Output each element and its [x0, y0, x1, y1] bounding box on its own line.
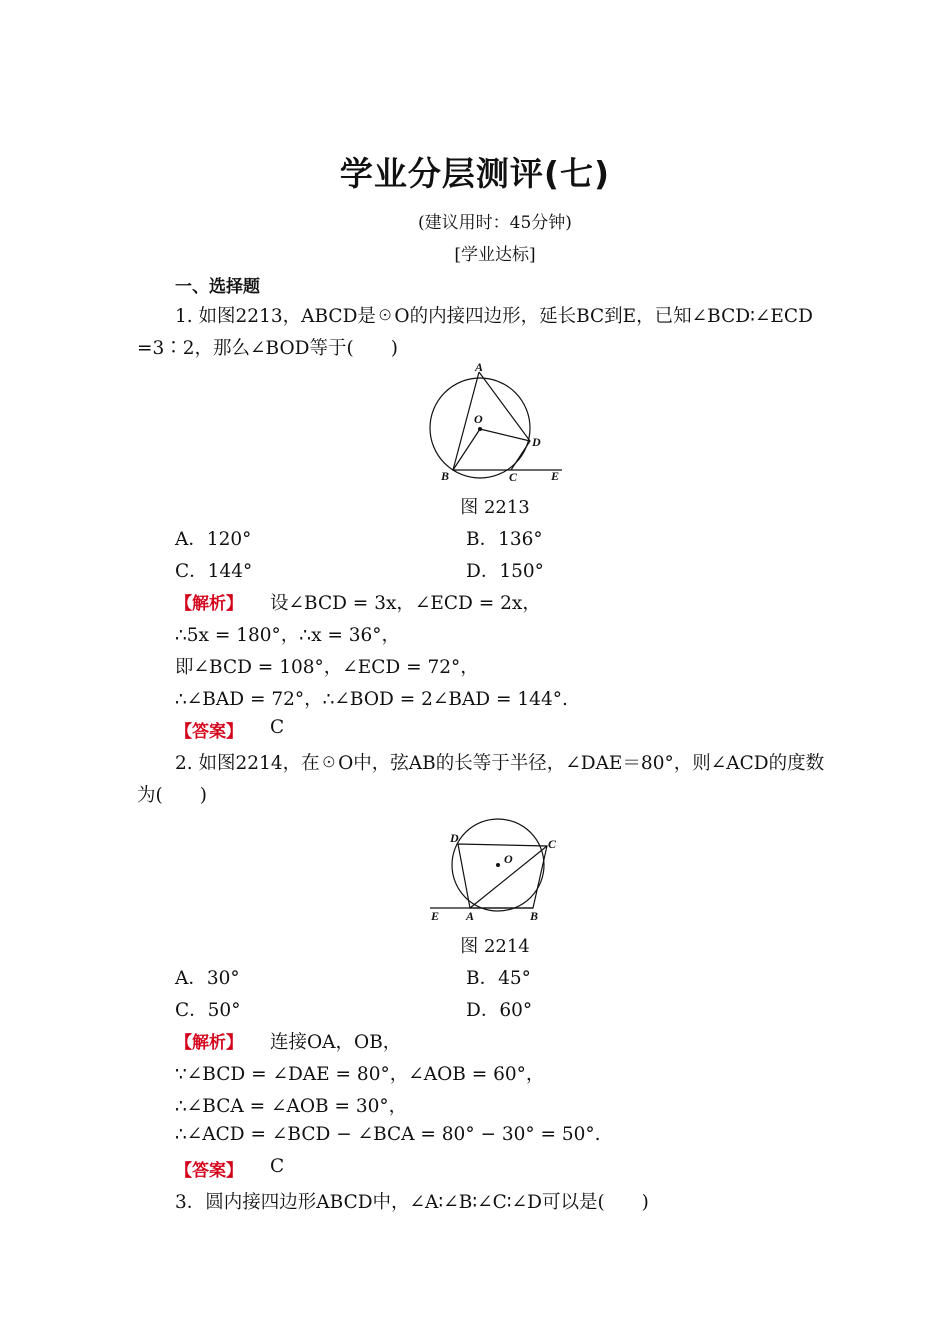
figure-2214	[425, 815, 565, 923]
q1-answer: C	[270, 717, 285, 738]
q1-option-a: A．120°	[175, 529, 252, 550]
q2-analysis-line1: 连接OA，OB，	[270, 1032, 402, 1053]
q2-option-b: B．45°	[466, 968, 531, 989]
q2-stem-line2: 为( )	[137, 785, 207, 806]
q2-analysis-line2: ∵∠BCD = ∠DAE = 80°，∠AOB = 60°，	[175, 1064, 545, 1085]
q1-analysis-line4: ∴∠BAD = 72°，∴∠BOD = 2∠BAD = 144°.	[175, 689, 568, 710]
fig2-label-D: D	[450, 831, 459, 845]
fig1-label-D: D	[532, 435, 541, 449]
fig1-label-E: E	[551, 469, 560, 483]
section-heading: 一、选择题	[175, 277, 260, 297]
q2-answer: C	[270, 1156, 285, 1177]
q1-option-b: B．136°	[466, 529, 543, 550]
q1-figure-caption: 图 2213	[460, 497, 530, 518]
q1-answer-tag: 【答案】	[175, 722, 243, 742]
fig2-label-O: O	[504, 852, 513, 866]
q3-stem-line1: 3．圆内接四边形ABCD中，∠A∶∠B∶∠C∶∠D可以是( )	[175, 1192, 649, 1213]
q1-analysis-line2: ∴5x = 180°，∴x = 36°，	[175, 625, 401, 646]
fig1-label-B: B	[441, 469, 450, 483]
q2-figure-caption: 图 2214	[460, 936, 530, 957]
q2-analysis-line3: ∴∠BCA = ∠AOB = 30°，	[175, 1096, 408, 1117]
q2-analysis-tag: 【解析】	[175, 1033, 243, 1053]
q2-analysis-line4: ∴∠ACD = ∠BCD − ∠BCA = 80° − 30° = 50°.	[175, 1124, 601, 1145]
figure-2213	[420, 362, 570, 484]
fig2-label-B: B	[530, 909, 539, 923]
q1-stem-line1: 1. 如图2213，ABCD是☉O的内接四边形，延长BC到E，已知∠BCD∶∠ECD	[175, 306, 813, 327]
fig2-label-E: E	[431, 909, 440, 923]
fig1-label-A: A	[475, 362, 484, 374]
fig1-label-C: C	[509, 470, 518, 484]
q1-stem-line2: =3∶2，那么∠BOD等于( )	[137, 338, 398, 359]
time-hint: (建议用时：45分钟)	[418, 213, 572, 233]
q1-option-c: C．144°	[175, 561, 253, 582]
level-heading: [学业达标]	[454, 245, 536, 265]
q1-option-d: D．150°	[466, 561, 544, 582]
fig2-label-A: A	[466, 909, 475, 923]
q2-stem-line1: 2. 如图2214，在☉O中，弦AB的长等于半径，∠DAE＝80°，则∠ACD的度数	[175, 753, 825, 774]
q2-option-c: C．50°	[175, 1000, 241, 1021]
q1-analysis-line1: 设∠BCD = 3x，∠ECD = 2x，	[270, 593, 541, 614]
q1-analysis-tag: 【解析】	[175, 594, 243, 614]
q2-option-d: D．60°	[466, 1000, 533, 1021]
q2-answer-tag: 【答案】	[175, 1161, 243, 1181]
q1-analysis-line3: 即∠BCD = 108°，∠ECD = 72°，	[175, 657, 479, 678]
page-title: 学业分层测评(七)	[339, 154, 611, 193]
q2-option-a: A．30°	[175, 968, 240, 989]
fig2-label-C: C	[548, 837, 557, 851]
fig1-label-O: O	[474, 412, 483, 426]
